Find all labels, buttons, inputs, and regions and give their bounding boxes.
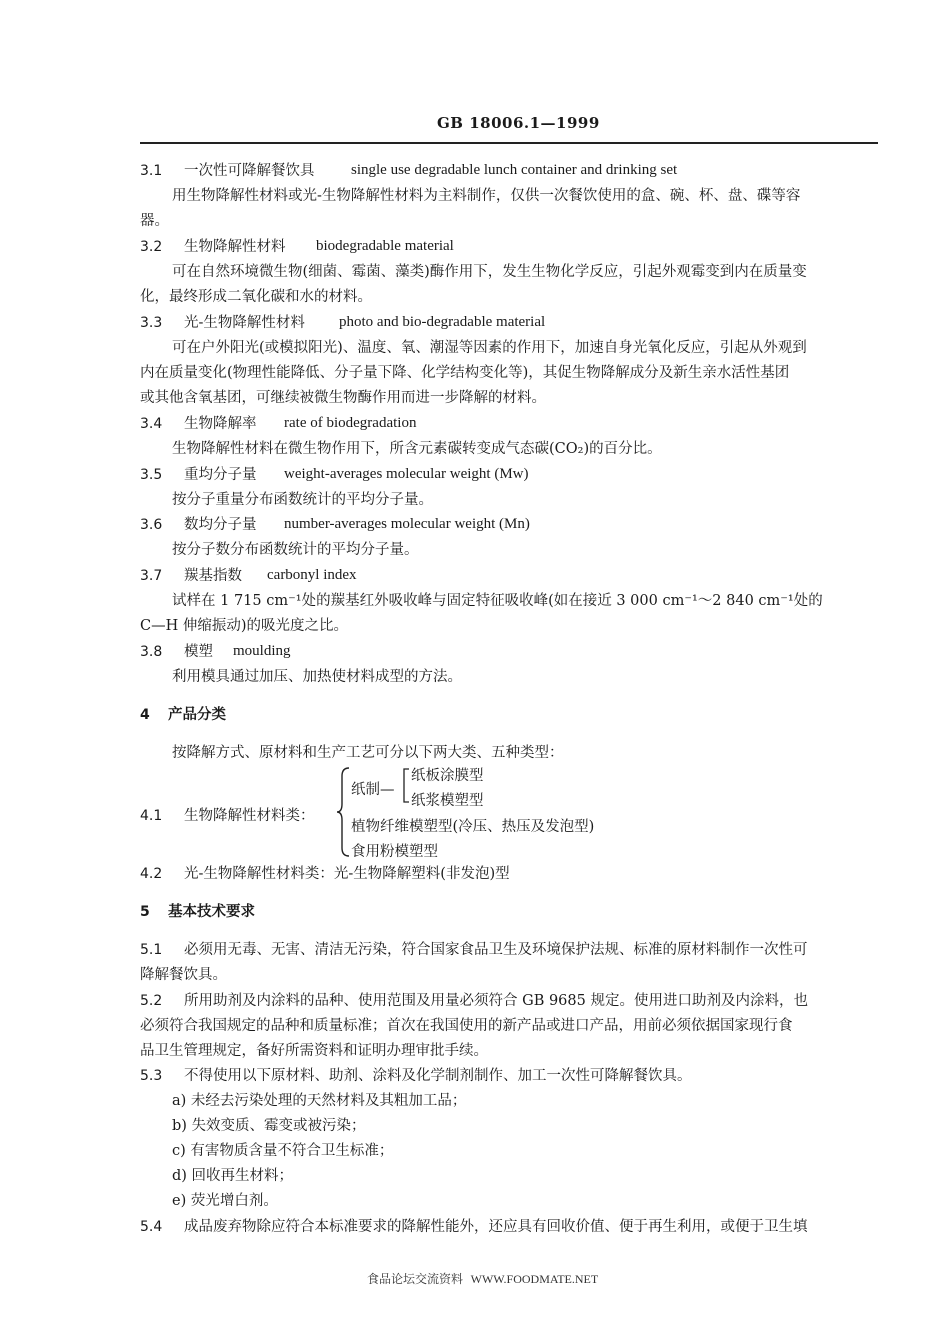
bracket-icon: [400, 766, 410, 806]
clause-number: 3.2: [140, 239, 163, 255]
definition: 按分子重量分布函数统计的平均分子量。: [172, 492, 433, 508]
term-cn: 生物降解率: [184, 416, 257, 432]
paragraph: 品卫生管理规定，备好所需资料和证明办理审批手续。: [140, 1043, 488, 1059]
clause-number: 3.3: [140, 315, 163, 331]
term-en: number-averages molecular weight (Mn): [284, 516, 530, 532]
clause-number: 5.2: [140, 993, 163, 1009]
clause-number: 4.1: [140, 808, 163, 824]
chapter-title: 产品分类: [168, 706, 226, 723]
type-item: 纸浆模塑型: [411, 793, 484, 809]
footer: [367, 1270, 598, 1287]
chapter-number: 5: [140, 904, 150, 920]
list-item: b) 失效变质、霉变或被污染；: [172, 1118, 366, 1134]
header-rule: [140, 142, 878, 144]
definition: 化，最终形成二氧化碳和水的材料。: [140, 289, 372, 305]
term-cn: 模塑: [184, 644, 213, 660]
clause-number: 5.3: [140, 1068, 163, 1084]
standard-number: GB 18006.1—1999: [437, 114, 600, 132]
term-en: rate of biodegradation: [284, 415, 417, 431]
definition: 或其他含氧基团，可继续被微生物酶作用而进一步降解的材料。: [140, 390, 546, 406]
definition: 可在户外阳光(或模拟阳光)、温度、氧、潮湿等因素的作用下，加速自身光氧化反应，引起从外观到: [172, 340, 807, 356]
clause-number: 3.8: [140, 644, 163, 660]
category-label: 光-生物降解性材料类：光-生物降解塑料(非发泡)型: [184, 866, 510, 882]
paragraph: 必须符合我国规定的品种和质量标准；首次在我国使用的新产品或进口产品，用前必须依据国家现行食: [140, 1018, 793, 1034]
definition: 内在质量变化(物理性能降低、分子量下降、化学结构变化等)，其促生物降解成分及新生亲水活性基团: [140, 365, 790, 381]
definition: 按分子数分布函数统计的平均分子量。: [172, 542, 419, 558]
clause-number: 3.5: [140, 467, 163, 483]
definition: 生物降解性材料在微生物作用下，所含元素碳转变成气态碳(CO₂)的百分比。: [172, 441, 662, 457]
brace-icon: [336, 766, 352, 858]
category-label: 生物降解性材料类：: [184, 808, 315, 824]
list-item: e) 荧光增白剂。: [172, 1193, 278, 1209]
paragraph: 降解餐饮具。: [140, 967, 227, 983]
category-paper: 纸制—: [351, 782, 395, 798]
definition: 用生物降解性材料或光-生物降解性材料为主料制作，仅供一次餐饮使用的盒、碗、杯、盘、碟等容: [172, 188, 801, 204]
paragraph: 不得使用以下原材料、助剂、涂料及化学制剂制作、加工一次性可降解餐饮具。: [184, 1068, 692, 1084]
list-item: c) 有害物质含量不符合卫生标准；: [172, 1143, 394, 1159]
clause-number: 5.1: [140, 942, 163, 958]
term-en: carbonyl index: [267, 567, 357, 583]
paragraph: 成品废弃物除应符合本标准要求的降解性能外，还应具有回收价值、便于再生利用，或便于卫生填: [184, 1219, 808, 1235]
term-cn: 生物降解性材料: [184, 239, 286, 255]
footer-text: 食品论坛交流资料: [367, 1272, 464, 1286]
term-cn: 光-生物降解性材料: [184, 315, 305, 331]
term-en: biodegradable material: [316, 238, 454, 254]
definition: 器。: [140, 213, 169, 229]
clause-number: 3.7: [140, 568, 163, 584]
clause-number: 4.2: [140, 866, 163, 882]
definition: C—H 伸缩振动)的吸光度之比。: [140, 618, 349, 634]
term-cn: 羰基指数: [184, 568, 242, 584]
list-item: a) 未经去污染处理的天然材料及其粗加工品；: [172, 1093, 467, 1109]
paragraph: 所用助剂及内涂料的品种、使用范围及用量必须符合 GB 9685 规定。使用进口助剂及内涂料，也: [184, 993, 808, 1009]
type-item: 食用粉模塑型: [351, 844, 438, 860]
chapter-number: 4: [140, 707, 150, 723]
definition: 可在自然环境微生物(细菌、霉菌、藻类)酶作用下，发生生物化学反应，引起外观霉变到内在质量变: [172, 264, 807, 280]
clause-number: 3.4: [140, 416, 163, 432]
term-en: weight-averages molecular weight (Mw): [284, 466, 529, 482]
definition: 利用模具通过加压、加热使材料成型的方法。: [172, 669, 462, 685]
term-cn: 数均分子量: [184, 517, 257, 533]
footer-url[interactable]: WWW.FOODMATE.NET: [470, 1272, 599, 1286]
clause-number: 3.1: [140, 163, 163, 179]
type-item: 植物纤维模塑型(冷压、热压及发泡型): [351, 819, 595, 835]
type-item: 纸板涂膜型: [411, 768, 484, 784]
clause-number: 5.4: [140, 1219, 163, 1235]
term-en: photo and bio-degradable material: [339, 314, 546, 330]
term-cn: 重均分子量: [184, 467, 257, 483]
term-en: single use degradable lunch container and drinking set: [351, 162, 678, 178]
term-en: moulding: [233, 643, 291, 659]
paragraph: 必须用无毒、无害、清洁无污染，符合国家食品卫生及环境保护法规、标准的原材料制作一次性可: [184, 942, 808, 958]
paragraph: 按降解方式、原材料和生产工艺可分以下两大类、五种类型：: [172, 745, 564, 761]
list-item: d) 回收再生材料；: [172, 1168, 294, 1184]
definition: 试样在 1 715 cm⁻¹处的羰基红外吸收峰与固定特征吸收峰(如在接近 3 000 cm⁻¹～2 840 cm⁻¹处的: [172, 593, 823, 609]
clause-number: 3.6: [140, 517, 163, 533]
term-cn: 一次性可降解餐饮具: [184, 163, 315, 179]
chapter-title: 基本技术要求: [168, 903, 255, 920]
